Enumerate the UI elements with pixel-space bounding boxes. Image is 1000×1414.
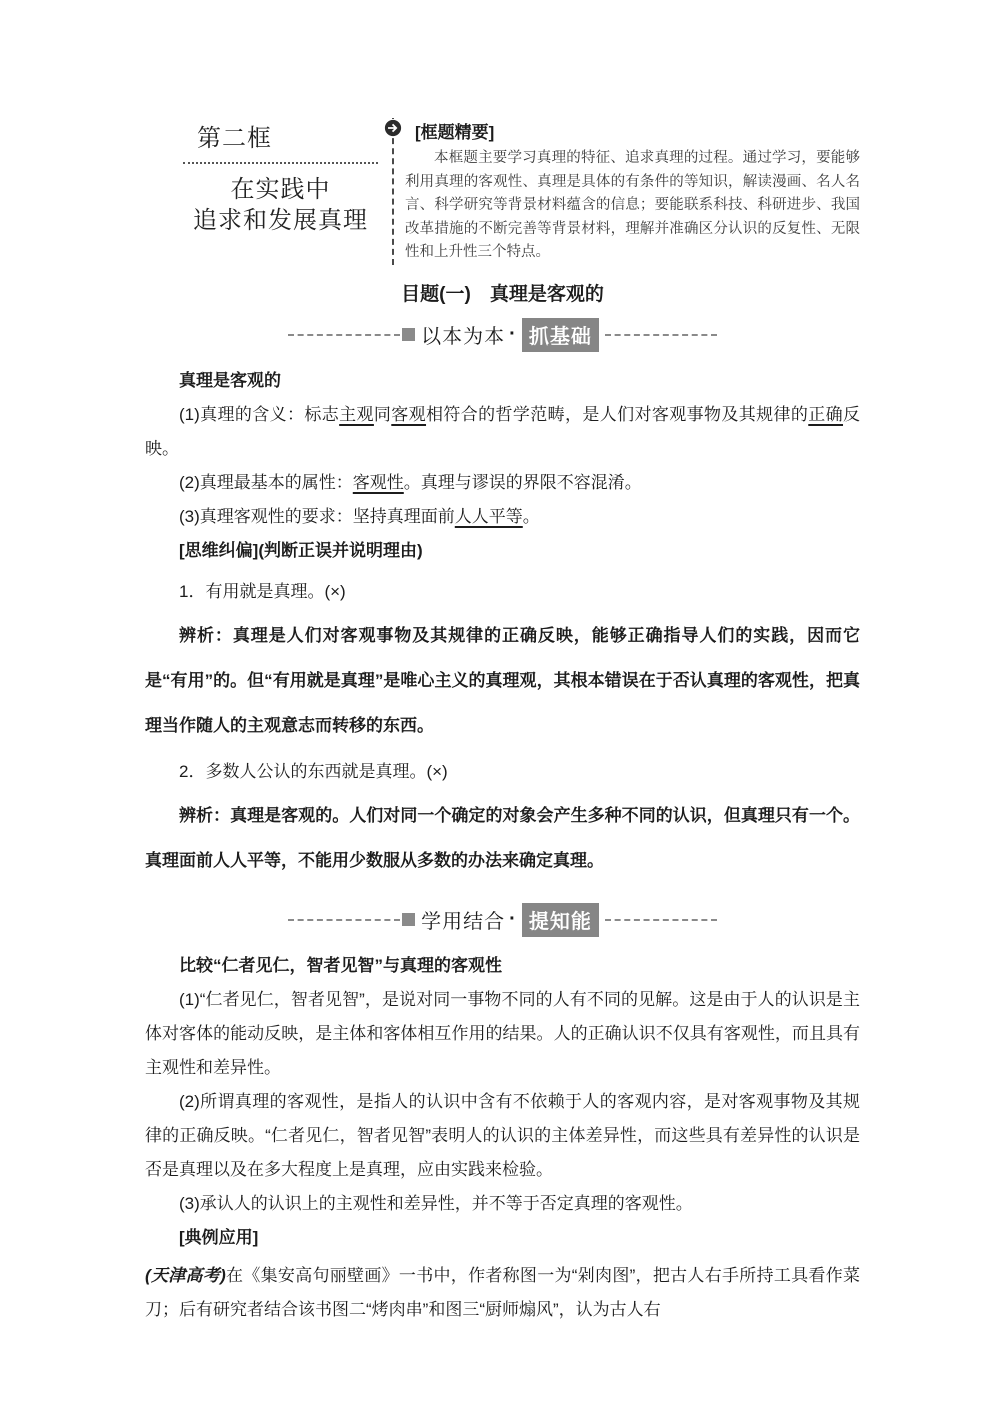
paragraph [145, 1259, 860, 1327]
content-basics [145, 364, 860, 883]
banner-separator: · [509, 908, 516, 930]
text-segment: (1)“仁者见仁，智者见智”，是说对同一事物不同的人有不同的见解。这是由于人的认识是主体对客体的能动反映，是主体和客体相互作用的结果。人的正确认识不仅具有客观性，而且具有主观性和差异性。 [145, 989, 860, 1077]
text-segment: 1．有用就是真理。(×) [179, 581, 346, 601]
brief-body: 本框题主要学习真理的特征、追求真理的过程。通过学习，要能够利用真理的客观性、真理是具体的有条件的等知识，解读漫画、名人名言、科学研究等背景材料蕴含的信息；要能联系科技、科研进步、我国改革措施的不断完善等背景材料，理解并准确区分认识的反复性、无限性和上升性三个特点。 [405, 150, 860, 260]
banner-skills [145, 903, 860, 937]
banner-separator: · [509, 323, 516, 345]
text-segment: 人人平等 [454, 506, 523, 526]
text-segment: 在《集安高句丽壁画》一书中，作者称图一为“剁肉图”，把古人右手所持工具看作菜刀；后有研究者结合该书图二“烤肉串”和图三“厨师煽风”，认为古人右 [145, 1265, 860, 1319]
text-segment: [典例应用] [179, 1227, 259, 1247]
section-title: 目题(一) 真理是客观的 [401, 283, 604, 305]
block-heading [145, 534, 860, 568]
brief-panel [392, 118, 860, 265]
text-segment: (1)真理的含义：标志 [179, 404, 340, 424]
paragraph [145, 500, 860, 534]
text-segment: 辨析：真理是人们对客观事物及其规律的正确反映，能够正确指导人们的实践，因而它是“有用”的。但“有用就是真理”是唯心主义的真理观，其根本错误在于否认真理的客观性，把真理当作随人的主观意志而转移的东西。 [145, 625, 860, 735]
paragraph [145, 983, 860, 1085]
block-heading [145, 364, 860, 398]
paragraph [145, 755, 860, 789]
text-segment: (3)真理客观性的要求：坚持真理面前 [179, 506, 455, 526]
block-heading [145, 949, 860, 983]
text-segment: 辨析：真理是客观的。人们对同一个确定的对象会产生多种不同的认识，但真理只有一个。真理面前人人平等，不能用少数服从多数的办法来确定真理。 [145, 805, 860, 870]
lesson-title-line1: 在实践中 [230, 176, 331, 203]
text-segment: (2)所谓真理的客观性，是指人的认识中含有不依赖于人的客观内容，是对客观事物及其规律的正确反映。“仁者见仁，智者见智”表明人的认识的主体差异性，而这些具有差异性的认识是否是真理以及在多大程度上是真理，应由实践来检验。 [145, 1091, 860, 1179]
paragraph [145, 466, 860, 500]
text-segment: (3)承认人的认识上的主观性和差异性，并不等于否定真理的客观性。 [179, 1193, 693, 1213]
text-segment: 。真理与谬误的界限不容混淆。 [403, 472, 642, 492]
banner-basics [145, 318, 860, 352]
text-segment: (2)真理最基本的属性： [179, 472, 353, 492]
text-segment: (天津高考) [145, 1265, 226, 1285]
paragraph [145, 1085, 860, 1187]
lesson-title [183, 174, 378, 236]
square-bullet-icon [402, 913, 415, 926]
lesson-block [183, 118, 378, 236]
text-segment: 同 [373, 404, 392, 424]
banner-badge: 提知能 [522, 903, 599, 937]
text-segment: 。 [522, 506, 540, 526]
text-segment: 真理是客观的 [179, 370, 281, 390]
text-segment: 相符合的哲学范畴，是人们对客观事物及其规律的 [426, 404, 809, 424]
arrow-right-circle-icon [384, 119, 402, 137]
paragraph [145, 1187, 860, 1221]
lesson-title-line2: 追求和发展真理 [193, 207, 368, 234]
text-segment: 主观 [339, 404, 374, 424]
square-bullet-icon [402, 328, 415, 341]
brief-title: [框题精要] [415, 123, 495, 142]
page-header [145, 118, 860, 265]
dotted-divider [183, 162, 378, 164]
paragraph [145, 575, 860, 609]
block-heading [145, 1221, 860, 1255]
dash-rule-left [288, 334, 400, 336]
text-segment: 比较“仁者见仁，智者见智”与真理的客观性 [179, 955, 502, 975]
banner-label: 以本为本 [421, 326, 506, 348]
paragraph [145, 398, 860, 466]
text-segment: 正确 [808, 404, 844, 424]
text-segment: 客观 [391, 404, 427, 424]
dash-rule-right [605, 334, 717, 336]
text-segment: 2．多数人公认的东西就是真理。(×) [179, 761, 448, 781]
banner-label: 学用结合 [421, 911, 506, 933]
content-skills [145, 949, 860, 1327]
text-segment: 客观性 [352, 472, 404, 492]
dash-rule-right [605, 919, 717, 921]
paragraph [145, 793, 860, 883]
text-segment: 反映。 [145, 404, 861, 458]
text-segment: [思维纠偏](判断正误并说明理由) [179, 540, 423, 560]
paragraph [145, 613, 860, 748]
lesson-number: 第二框 [197, 125, 272, 152]
banner-badge: 抓基础 [522, 318, 599, 352]
dash-rule-left [288, 919, 400, 921]
